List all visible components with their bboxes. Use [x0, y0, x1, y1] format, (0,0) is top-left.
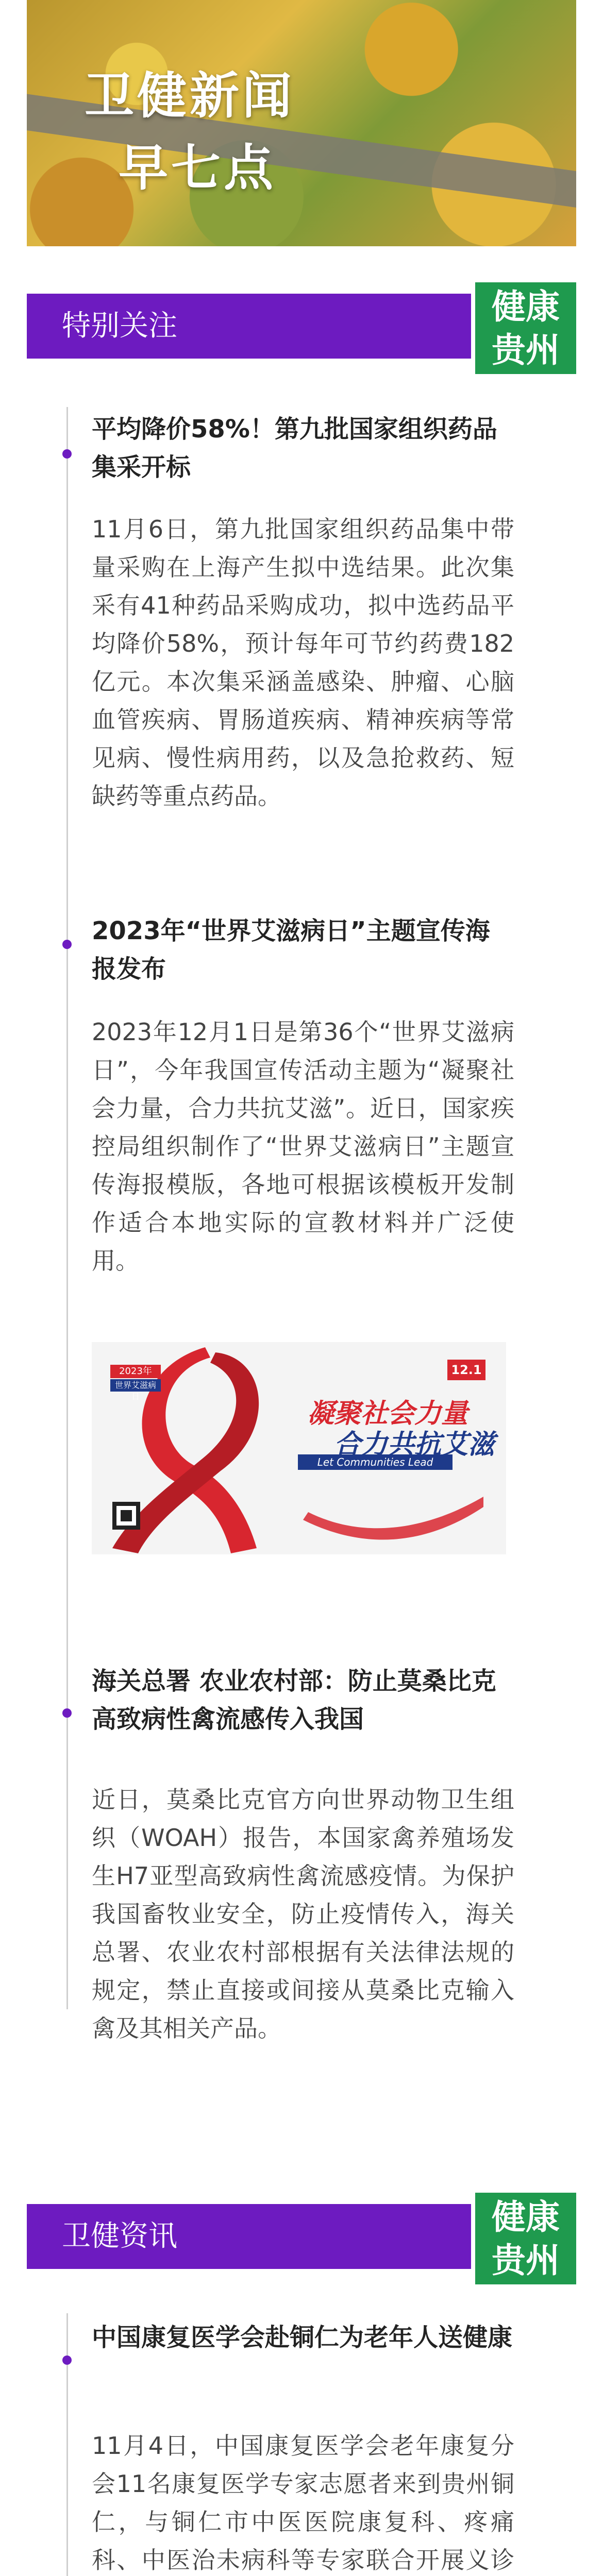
poster-english: Let Communities Lead	[317, 1456, 433, 1468]
timeline-dot	[62, 1708, 72, 1718]
badge-line1: 健康	[492, 2197, 560, 2237]
timeline-line	[66, 2313, 68, 2576]
news-title: 平均降价58%！第九批国家组织药品集采开标	[92, 415, 497, 482]
poster-year-tag: 2023年	[119, 1366, 152, 1377]
poster-slogan-line1: 凝聚社会力量	[307, 1398, 468, 1429]
timeline-dot	[62, 940, 72, 949]
badge-line1: 健康	[492, 287, 560, 327]
news-body: 11月6日，第九批国家组织药品集中带量采购在上海产生拟中选结果。此次集采有41种药品采购成功，拟中选药品平均降价58%，预计每年可节约药费182亿元。本次集采涵盖感染、肿瘤、心脑血管疾病、胃肠道疾病、精神疾病等常见病、慢性病用药，以及急抢救药、短缺药等重点药品。	[92, 515, 514, 810]
section-header-special-focus	[27, 282, 576, 370]
poster-date: 12.1	[451, 1363, 482, 1377]
news-body: 2023年12月1日是第36个“世界艾滋病日”，今年我国宣传活动主题为“凝聚社会力量，合力共抗艾滋”。近日，国家疾控局组织制作了“世界艾滋病日”主题宣传海报模版，各地可根据该模板开发制作适合本地实际的宣教材料并广泛使用。	[92, 1018, 514, 1275]
section-label: 特别关注	[62, 309, 177, 343]
badge-line2: 贵州	[492, 2241, 560, 2280]
badge-line2: 贵州	[492, 330, 560, 370]
banner-title-line2: 早七点	[119, 139, 276, 197]
section-label: 卫健资讯	[62, 2219, 177, 2253]
timeline-dot	[62, 2355, 72, 2365]
news-title: 中国康复医学会赴铜仁为老年人送健康	[92, 2323, 513, 2352]
poster-day-tag: 世界艾滋病日	[114, 1380, 156, 1401]
banner-title-line1: 卫健新闻	[85, 67, 295, 125]
header-banner	[27, 0, 576, 246]
aids-day-poster	[92, 1342, 506, 1554]
health-guizhou-badge	[475, 282, 576, 374]
news-title: 2023年“世界艾滋病日”主题宣传海报发布	[92, 917, 490, 984]
health-guizhou-badge	[475, 2193, 576, 2284]
timeline-dot	[62, 449, 72, 459]
news-body: 近日，莫桑比克官方向世界动物卫生组织（WOAH）报告，本国家禽养殖场发生H7亚型高致病性禽流感疫情。为保护我国畜牧业安全，防止疫情传入，海关总署、农业农村部根据有关法律法规的规定，禁止直接或间接从莫桑比克输入禽及其相关产品。	[92, 1786, 514, 2042]
poster-slogan-line2: 合力共抗艾滋	[334, 1429, 495, 1460]
section-header-health-news	[27, 2193, 576, 2280]
news-body: 11月4日，中国康复医学会老年康复分会11名康复医学专家志愿者来到贵州铜仁，与铜仁市中医医院康复科、疼痛科、中医治未病科等专家联合开展义诊	[92, 2432, 514, 2574]
timeline-line	[66, 407, 68, 2009]
news-title: 海关总署 农业农村部：防止莫桑比克高致病性禽流感传入我国	[92, 1667, 496, 1734]
